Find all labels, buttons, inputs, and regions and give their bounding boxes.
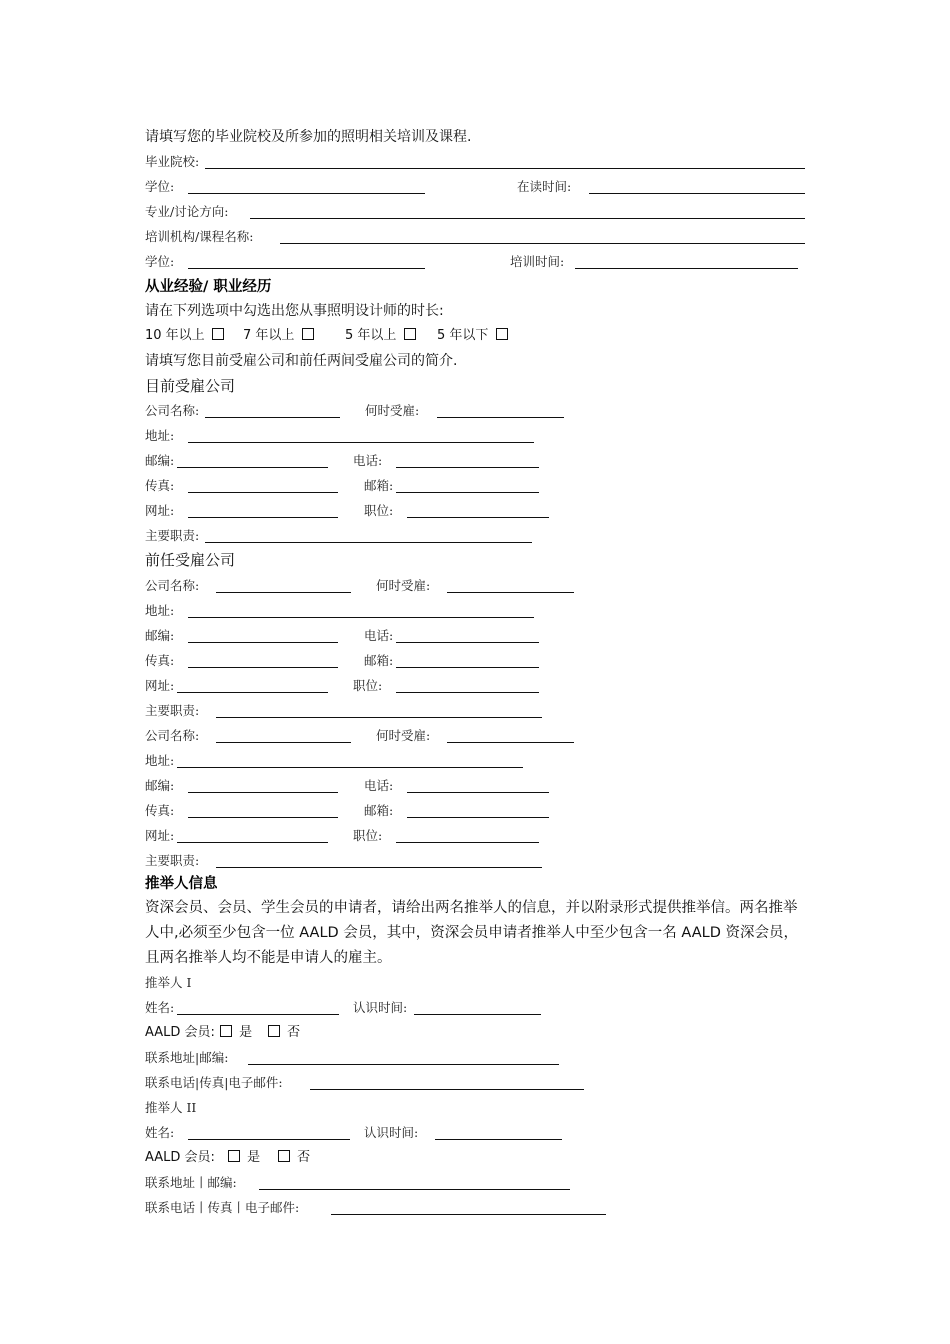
cur-company-input[interactable] (205, 417, 340, 418)
ref2-address-input[interactable] (259, 1189, 570, 1190)
prev2-postcode-row (145, 775, 645, 797)
referees-paragraph: 资深会员、会员、学生会员的申请者，请给出两名推举人的信息，并以附录形式提供推举信。两名推举人中,必须至少包含一位 AALD 会员，其中，资深会员申请者推举人中至少包含一名 AALD 资深会员，且两名推举人均不能是申请人的雇主。 (145, 900, 799, 966)
school-row (145, 151, 810, 173)
prev1-phone-input[interactable] (396, 642, 539, 643)
cur-duties-row (145, 525, 645, 547)
ref1-address-input[interactable] (248, 1064, 559, 1065)
ref1-contact-row (145, 1072, 645, 1094)
experience-heading: 从业经验/ 职业经历 (145, 279, 272, 295)
checkbox-icon[interactable] (496, 328, 508, 340)
prev1-address-label: 地址: (145, 603, 175, 618)
prev1-fax-label: 传真: (145, 653, 175, 668)
cur-email-label: 邮箱: (364, 478, 394, 493)
prev2-hired-label: 何时受雇: (376, 728, 431, 743)
referee2-title: 推举人 II (145, 1100, 197, 1115)
prev2-website-label: 网址: (145, 828, 175, 843)
prev2-fax-row (145, 800, 645, 822)
checkbox-icon[interactable] (278, 1150, 290, 1162)
ref1-contact-input[interactable] (310, 1089, 584, 1090)
prev2-postcode-input[interactable] (188, 792, 338, 793)
prev2-company-label: 公司名称: (145, 728, 200, 743)
cur-address-input[interactable] (188, 442, 534, 443)
prev2-email-label: 邮箱: (364, 803, 394, 818)
study-time-label: 在读时间: (517, 179, 572, 194)
cur-website-label: 网址: (145, 503, 175, 518)
checkbox-icon[interactable] (212, 328, 224, 340)
ref2-member-label: AALD 会员: (145, 1150, 215, 1165)
cur-fax-row (145, 475, 645, 497)
cur-postcode-row (145, 450, 645, 472)
cur-phone-label: 电话: (353, 453, 383, 468)
ref2-yes-option[interactable]: 是 (225, 1147, 260, 1169)
option-5minus[interactable]: 5 年以下 (437, 325, 511, 347)
checkbox-icon[interactable] (404, 328, 416, 340)
prev1-position-label: 职位: (353, 678, 383, 693)
checkbox-icon[interactable] (302, 328, 314, 340)
prev2-address-label: 地址: (145, 753, 175, 768)
degree-input[interactable] (188, 193, 425, 194)
ref1-yes-option[interactable]: 是 (217, 1022, 252, 1044)
current-company-title: 目前受雇公司 (145, 377, 236, 395)
major-row (145, 201, 810, 223)
prev1-duties-label: 主要职责: (145, 703, 200, 718)
training-input[interactable] (280, 243, 805, 244)
referees-heading: 推举人信息 (145, 876, 218, 892)
ref2-contact-label: 联系电话丨传真丨电子邮件: (145, 1200, 300, 1215)
prev1-fax-input[interactable] (188, 667, 338, 668)
cur-postcode-label: 邮编: (145, 453, 175, 468)
duration-options (145, 325, 545, 347)
ref2-known-input[interactable] (435, 1139, 562, 1140)
cur-fax-label: 传真: (145, 478, 175, 493)
prev2-hired-input[interactable] (447, 742, 574, 743)
prev2-duties-row (145, 850, 645, 872)
cur-website-input[interactable] (188, 517, 338, 518)
degree2-label: 学位: (145, 254, 175, 269)
prev2-address-row (145, 750, 645, 772)
prev1-website-input[interactable] (177, 692, 328, 693)
prev1-hired-input[interactable] (447, 592, 574, 593)
prev2-duties-input[interactable] (216, 867, 542, 868)
ref1-member-label: AALD 会员: (145, 1025, 215, 1040)
previous-company-title: 前任受雇公司 (145, 551, 236, 569)
cur-postcode-input[interactable] (177, 467, 328, 468)
cur-position-label: 职位: (364, 503, 394, 518)
prev2-company-row (145, 725, 645, 747)
training-time-input[interactable] (575, 268, 798, 269)
ref1-known-label: 认识时间: (353, 1000, 408, 1015)
checkbox-icon[interactable] (220, 1025, 232, 1037)
prev2-phone-label: 电话: (364, 778, 394, 793)
company-intro: 请填写您目前受雇公司和前任两间受雇公司的简介. (145, 353, 458, 369)
prev1-email-label: 邮箱: (364, 653, 394, 668)
degree2-input[interactable] (188, 268, 425, 269)
degree2-row (145, 251, 810, 273)
ref1-member-row (145, 1022, 445, 1044)
cur-company-label: 公司名称: (145, 403, 200, 418)
training-label: 培训机构/课程名称: (145, 229, 254, 244)
ref2-name-input[interactable] (188, 1139, 350, 1140)
prev1-company-row (145, 575, 645, 597)
ref1-known-input[interactable] (414, 1014, 541, 1015)
prev2-position-input[interactable] (396, 842, 539, 843)
ref2-address-label: 联系地址丨邮编: (145, 1175, 237, 1190)
prev2-website-input[interactable] (177, 842, 328, 843)
cur-duties-label: 主要职责: (145, 528, 200, 543)
prev2-company-input[interactable] (216, 742, 351, 743)
education-intro: 请填写您的毕业院校及所参加的照明相关培训及课程. (145, 129, 472, 145)
prev2-position-label: 职位: (353, 828, 383, 843)
prev2-fax-label: 传真: (145, 803, 175, 818)
prev1-email-input[interactable] (396, 667, 539, 668)
ref2-member-row (145, 1147, 445, 1169)
prev1-hired-label: 何时受雇: (376, 578, 431, 593)
cur-phone-input[interactable] (396, 467, 539, 468)
prev1-postcode-input[interactable] (188, 642, 338, 643)
major-label: 专业/讨论方向: (145, 204, 229, 219)
training-time-label: 培训时间: (510, 254, 565, 269)
prev1-fax-row (145, 650, 645, 672)
ref1-address-label: 联系地址|邮编: (145, 1050, 229, 1065)
option-7plus[interactable]: 7 年以上 (243, 325, 317, 347)
prev1-duties-input[interactable] (216, 717, 542, 718)
ref2-contact-row (145, 1197, 645, 1219)
prev1-postcode-row (145, 625, 645, 647)
prev1-postcode-label: 邮编: (145, 628, 175, 643)
ref2-no-option[interactable]: 否 (275, 1147, 310, 1169)
checkbox-icon[interactable] (228, 1150, 240, 1162)
ref2-address-row (145, 1172, 645, 1194)
option-5plus[interactable]: 5 年以上 (345, 325, 419, 347)
prev2-email-input[interactable] (407, 817, 549, 818)
ref1-name-input[interactable] (177, 1014, 339, 1015)
prev1-duties-row (145, 700, 645, 722)
prev2-postcode-label: 邮编: (145, 778, 175, 793)
ref1-no-option[interactable]: 否 (265, 1022, 300, 1044)
ref1-address-row (145, 1047, 645, 1069)
prev1-position-input[interactable] (396, 692, 539, 693)
cur-hired-input[interactable] (437, 417, 564, 418)
ref1-name-row (145, 997, 645, 1019)
cur-hired-label: 何时受雇: (365, 403, 420, 418)
degree-row (145, 176, 810, 198)
checkbox-icon[interactable] (268, 1025, 280, 1037)
experience-question: 请在下列选项中勾选出您从事照明设计师的时长: (145, 303, 444, 319)
option-10plus[interactable]: 10 年以上 (145, 325, 227, 347)
prev2-address-input[interactable] (177, 767, 523, 768)
prev1-address-input[interactable] (188, 617, 534, 618)
prev1-address-row (145, 600, 645, 622)
ref2-name-label: 姓名: (145, 1125, 175, 1140)
prev2-phone-input[interactable] (407, 792, 549, 793)
cur-fax-input[interactable] (188, 492, 338, 493)
ref1-name-label: 姓名: (145, 1000, 175, 1015)
study-time-input[interactable] (589, 193, 805, 194)
cur-address-label: 地址: (145, 428, 175, 443)
school-label: 毕业院校: (145, 154, 200, 169)
cur-position-input[interactable] (407, 517, 549, 518)
prev2-duties-label: 主要职责: (145, 853, 200, 868)
cur-email-input[interactable] (396, 492, 539, 493)
ref1-contact-label: 联系电话|传真|电子邮件: (145, 1075, 283, 1090)
ref2-contact-input[interactable] (331, 1214, 606, 1215)
cur-company-row (145, 400, 645, 422)
ref2-known-label: 认识时间: (364, 1125, 419, 1140)
cur-website-row (145, 500, 645, 522)
ref2-name-row (145, 1122, 645, 1144)
school-input[interactable] (205, 168, 805, 169)
prev2-website-row (145, 825, 645, 847)
prev1-phone-label: 电话: (364, 628, 394, 643)
training-row (145, 226, 810, 248)
cur-duties-input[interactable] (205, 542, 532, 543)
referee1-title: 推举人 I (145, 975, 192, 990)
prev1-company-label: 公司名称: (145, 578, 200, 593)
prev1-company-input[interactable] (216, 592, 351, 593)
major-input[interactable] (250, 218, 805, 219)
prev2-fax-input[interactable] (188, 817, 338, 818)
degree-label: 学位: (145, 179, 175, 194)
prev1-website-row (145, 675, 645, 697)
prev1-website-label: 网址: (145, 678, 175, 693)
cur-address-row (145, 425, 645, 447)
